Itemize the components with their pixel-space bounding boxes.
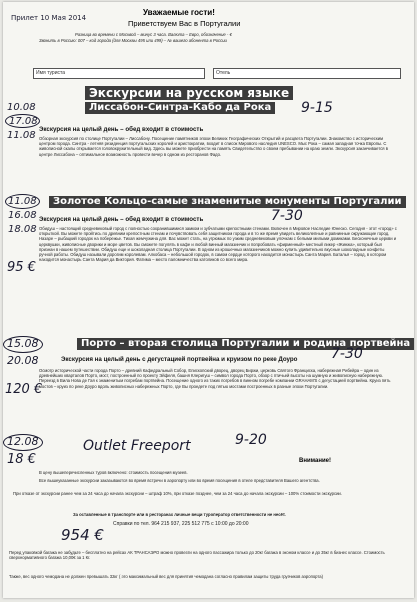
ring-price: 95 €: [7, 260, 36, 275]
document-sheet: [3, 2, 414, 598]
porto-subtitle: Экскурсия на целый день с дегустацией портвейна и круизом по реке Доуро: [61, 356, 298, 363]
note-2: Все вышеуказанные экскурсии заказываются во время встречи в аэропорту или во время посещения в отеле представителя Вашего агентства.: [39, 478, 320, 483]
porto-date-2: 20.08: [7, 354, 39, 367]
contact-phones: Справки по тел. 964 215 937, 225 512 775 с 10:00 до 20:00: [113, 521, 249, 527]
ring-title: Золотое Кольцо-самые знаменитые монументы Португалии: [49, 196, 406, 208]
lisbon-date-1: 10.08: [7, 102, 36, 113]
tourist-name-field[interactable]: [33, 68, 205, 79]
info-line-2: Звонить в Россию: 007 – код города (для Москвы 495 или 499) – № вашего абонента в России: [39, 38, 227, 43]
porto-title: Порто – вторая столица Португалии и родина портвейна: [77, 338, 414, 350]
ring-date-3: 18.08: [8, 224, 37, 235]
total-price: 954 €: [61, 526, 104, 544]
lisbon-date-3: 11.08: [7, 130, 36, 141]
porto-price: 120 €: [5, 382, 43, 397]
note-1: В цену вышеперечисленных туров включено: стоимость посещения музеев.: [39, 470, 188, 475]
welcome-line: Приветствуем Вас в Португалии: [128, 19, 241, 28]
lisbon-date-2: 17.08: [9, 116, 38, 127]
ring-description: Обидуш – настоящий средневековый город с полностью сохранившимися замком и зубчатыми крепостными стенами. Включен в Мировое Наследие Юнеско. Сегодня - этот «город» с открыткой. Вы можете пройтись по древним крепостным стенам и почувствовать себя защитником города и в то же время увидеть великолепные и равнинные окружающие город. Назаре – рыбацкий городок на побережье. Тихая жемчужина для. Вас может стать, на угрюмых по узким средневековым улочкам с белыми милыми домиками. Бесконечные церкви и церквушки, живописные дворики и море цветов. Вы сможете погулять в кафе и любой винный магазинчик и попробовать «фирменный» местный ликер «Жинжа», который был признан в нашем путешествии. Обидуш еще и шоколадная столица Португалии. В одном из крошечных магазинчиков можно купить удивительно вкусные шоколадные конфеты ручной работы. Обидуш называли дорогим королевам. Алкобаса – небольшой городок, в самом сердце которого находится монастырь Санта Мария. Баталья – город, в котором находится монастырь Санта Мария да Виктория. Фатима – место паломничества католиков со всего мира.: [39, 226, 397, 263]
weight-note: Также, вес одного чемодана не должен превышать 32кг ( это максимальный вес для принятия чемодана согласно правилам защиты труда грузчиков аэропорта): [9, 574, 324, 579]
date-circle: [5, 194, 40, 209]
lisbon-subtitle: Экскурсия на целый день – обед входит в стоимость: [39, 126, 204, 133]
lisbon-title: Лиссабон-Синтра-Кабо да Рока: [85, 102, 275, 114]
tourist-name-label: Имя туриста: [36, 70, 66, 76]
ring-date-2: 16.08: [8, 210, 37, 221]
porto-time: 7-30: [331, 346, 363, 362]
ring-time: 7-30: [271, 208, 303, 224]
porto-description: Осмотр исторической части города Порто – древний Кафедральный Собор, Епископский дворец, дворец Биржи, церковь Святого Франциска, набережная Рибейра – один из древнейших кварталов Порто, мост, построенный по проекту Эйфеля, башня Клеригуш – символ города Порто, обзор с птичьей высоты на шумную и живописную набережную. Переезд в Вила Нова де Гая к знаменитым погребам портвейна. Посещение одного из таких погребов в винном погребе компании GRAHAM'S с дегустацией портвейна. Круиз пять мостов – круиз по реке Доуро вдоль живописных набережных Порто, где Вы проедете под пятью мостами построенных в разные эпохи Португалии.: [39, 368, 391, 389]
outlet-time: 9-20: [235, 432, 267, 448]
arrival-date: Прилет 10 Мая 2014: [11, 14, 87, 22]
contact-line-1: За оставленные в транспорте или в ресторанах личные вещи туроператор ответственности не несёт.: [73, 512, 286, 517]
main-banner: Экскурсии на русском языке: [85, 86, 293, 100]
outlet-price: 18 €: [7, 452, 36, 467]
outlet-date: 12.08: [7, 435, 39, 448]
lisbon-description: Обзорная экскурсия по столице Португалии – Лиссабону. Посещение памятников эпохи Великих Географических Открытий и расцвета Португалии. Знакомство с историческим центром города. Синтра - летняя резиденция португальских королей и аристократии, входит в список Мирового наследия UNESCO. Мыс Рока – самая западная точка Европы. С живописной скалы открывается головокружительный вид. Здесь вы можете приобрести на память Свидетельство о своем пребывании на краю земли. Экскурсия заканчивается в центре Лиссабона – оптимальное возможность провести вечер в одном из ресторанов Фадо.: [39, 136, 388, 157]
ring-date-1: 11.08: [8, 196, 37, 207]
ring-subtitle: Экскурсия на целый день – обед входит в стоимость: [39, 216, 204, 223]
luggage-note: Перед упаковкой багажа не забудьте – бесплатно на рейсах АК ТРАНСАЭРО можно провезти на одного пассажира только до 20кг багажа в эконом классе и до 35кг в бизнес классе. Стоимость сверхнормативного багажа 10,00€ за 1 Кг.: [9, 550, 385, 561]
porto-date-1: 15.08: [7, 337, 39, 350]
hotel-label: Отель: [216, 70, 231, 76]
outlet-name: Outlet Freeport: [83, 438, 191, 454]
note-3: При отказе от экскурсии ранее чем за 24 часа до начала экскурсии – штраф 10%, при отказе позднее, чем за 24 часа до начала экскурсии – 100% стоимости экскурсии.: [13, 491, 342, 496]
lisbon-time: 9-15: [301, 100, 333, 116]
hotel-field[interactable]: [213, 68, 401, 79]
greeting-title: Уважаемые гости!: [143, 8, 215, 17]
attention-label: Внимание!: [299, 458, 331, 464]
info-line-1: Разница во времени с Москвой – минус 3 часа. Валюта – Евро, обозначение - €: [75, 32, 232, 37]
